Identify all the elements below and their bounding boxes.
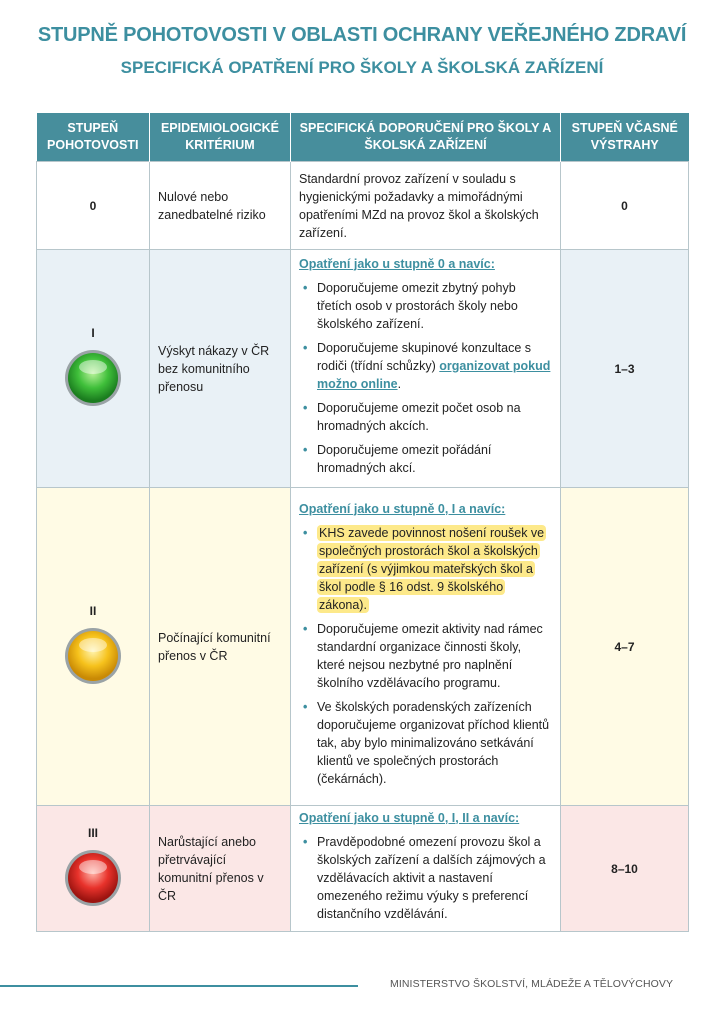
recommendation-cell (291, 806, 561, 932)
alert-levels-table (36, 113, 689, 932)
recommendation-cell: Standardní provoz zařízení v souladu s hygienickými požadavky a mimořádnými opatřeními MZd na provoz škol a školských zařízení. (291, 162, 561, 250)
recommendation-list (299, 833, 552, 923)
table-row-level-0 (37, 162, 689, 250)
table-row-level-3 (37, 806, 689, 932)
footer-ministry: MINISTERSTVO ŠKOLSTVÍ, MLÁDEŽE A TĚLOVÝCHOVY (390, 978, 674, 990)
criterion-cell: Nulové nebo zanedbatelné riziko (150, 162, 291, 250)
recommendation-list (299, 524, 552, 788)
level-cell (37, 250, 150, 488)
list-item: • Doporučujeme omezit zbytný pohyb třetích osob v prostorách školy nebo školského zařízení. (317, 279, 552, 333)
header-warning: STUPEŇ VČASNÉ VÝSTRAHY (561, 113, 689, 162)
level-numeral: I (91, 326, 95, 340)
level-numeral: III (87, 826, 98, 840)
header-level: STUPEŇ POHOTOVOSTI (37, 113, 150, 162)
online-link[interactable]: organizovat pokud možno online (317, 358, 551, 391)
header-criterion: EPIDEMIOLOGICKÉ KRITÉRIUM (150, 113, 291, 162)
highlighted-text: KHS zavede povinnost nošení roušek ve společných prostorách škol a školských zařízení (s výjimkou mateřských škol a škol podle § 16 odst. 9 školského zákona). (319, 525, 545, 612)
warning-cell: 4–7 (561, 488, 689, 806)
recommendation-cell (291, 488, 561, 806)
list-item (317, 339, 552, 393)
measures-heading-link[interactable]: Opatření jako u stupně 0 a navíc: (299, 256, 495, 271)
recommendation-list (299, 279, 552, 477)
list-item: • Doporučujeme omezit aktivity nad rámec standardní organizace činnosti školy, které nejsou nezbytné pro naplnění školního vzdělávacího programu. (317, 620, 552, 692)
warning-cell: 8–10 (561, 806, 689, 932)
table-row-level-2 (37, 488, 689, 806)
warning-cell: 1–3 (561, 250, 689, 488)
list-item: • Pravděpodobné omezení provozu škol a školských zařízení a dalších zájmových a vzdělávacích aktivit a nastavení omezeného režimu výuky s preferencí distančního vzdělávání. (317, 833, 552, 923)
list-item-text: Doporučujeme skupinové konzultace s rodiči (třídní schůzky) (317, 340, 532, 373)
measures-heading-link[interactable]: Opatření jako u stupně 0, I a navíc: (299, 501, 506, 516)
list-item: • Doporučujeme omezit počet osob na hromadných akcích. (317, 399, 552, 435)
level-cell (37, 806, 150, 932)
yellow-light-icon (63, 626, 123, 686)
criterion-cell: Počínající komunitní přenos v ČR (150, 488, 291, 806)
page-title: STUPNĚ POHOTOVOSTI V OBLASTI OCHRANY VEŘEJNÉHO ZDRAVÍ (37, 24, 687, 46)
table-row-level-1 (37, 250, 689, 488)
list-item (317, 524, 552, 614)
page-subtitle: SPECIFICKÁ OPATŘENÍ PRO ŠKOLY A ŠKOLSKÁ ZAŘÍZENÍ (120, 58, 604, 77)
header-recommendations: SPECIFICKÁ DOPORUČENÍ PRO ŠKOLY A ŠKOLSKÁ ZAŘÍZENÍ (291, 113, 561, 162)
table-header-row (37, 113, 689, 162)
green-light-icon (63, 348, 123, 408)
recommendation-cell (291, 250, 561, 488)
measures-heading-link[interactable]: Opatření jako u stupně 0, I, II a navíc: (299, 810, 520, 825)
level-cell: 0 (37, 162, 150, 250)
level-cell (37, 488, 150, 806)
criterion-cell: Výskyt nákazy v ČR bez komunitního přenosu (150, 250, 291, 488)
list-item: • Ve školských poradenských zařízeních doporučujeme organizovat příchod klientů tak, aby bylo minimalizováno setkávání klientů ve společných prostorách (čekárnách). (317, 698, 552, 788)
red-light-icon (63, 848, 123, 908)
list-item: • Doporučujeme omezit pořádání hromadných akcí. (317, 441, 552, 477)
list-item-end: . (397, 376, 402, 391)
footer-divider (0, 985, 358, 987)
level-numeral: II (89, 604, 97, 618)
criterion-cell: Narůstající anebo přetrvávající komunitní přenos v ČR (150, 806, 291, 932)
warning-cell: 0 (561, 162, 689, 250)
